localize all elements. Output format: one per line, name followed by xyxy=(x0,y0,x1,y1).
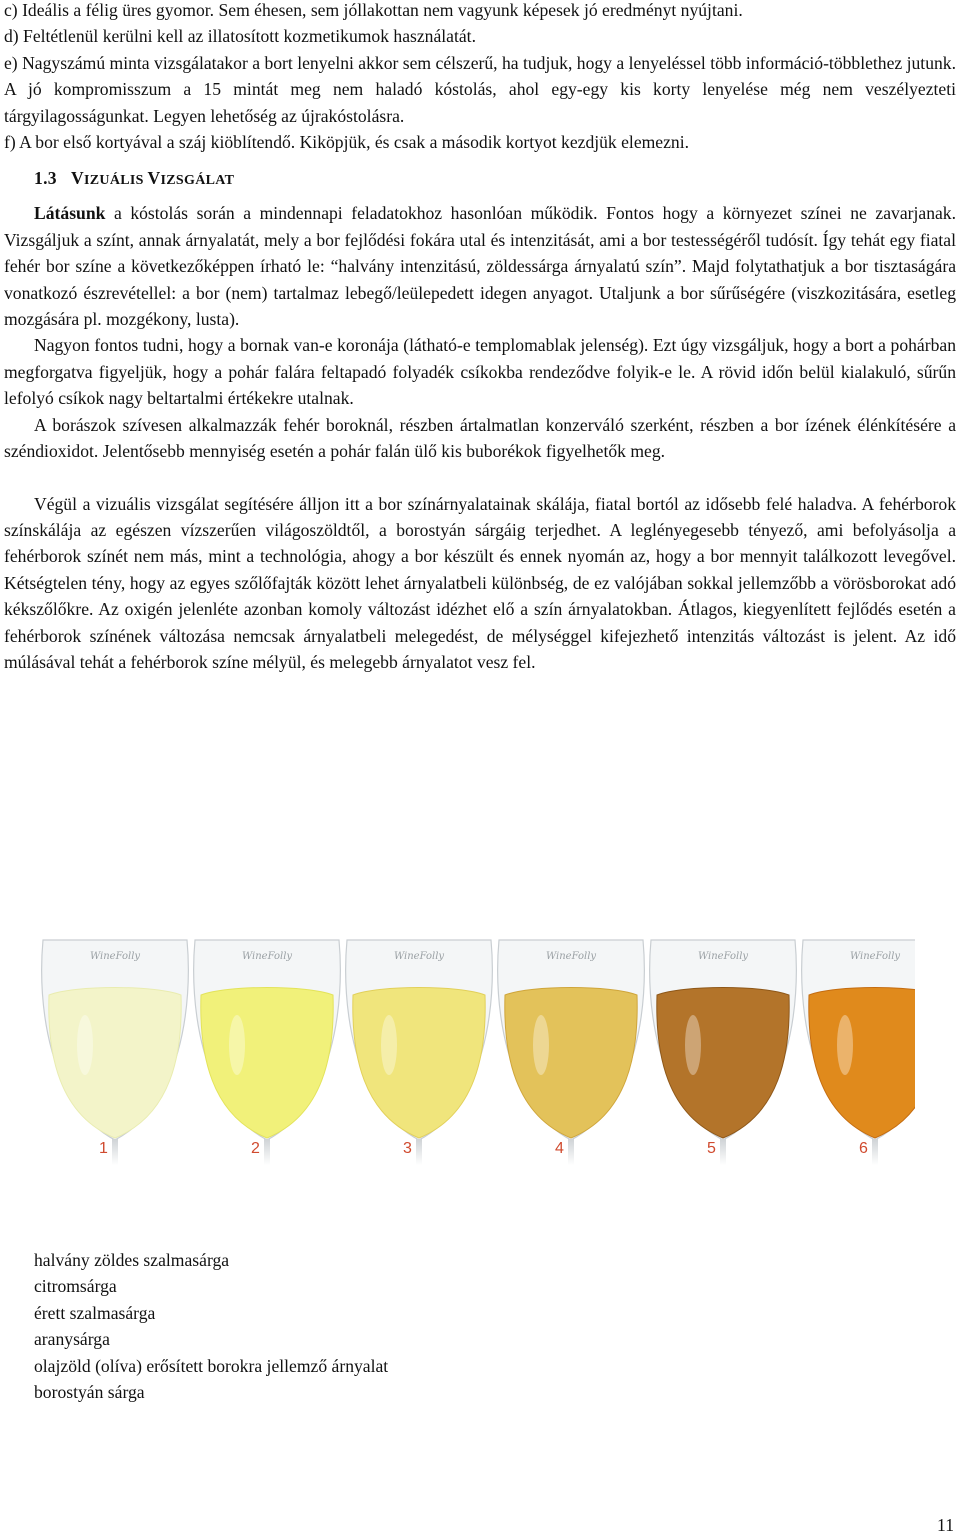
wine-glass-5 xyxy=(650,940,797,1165)
page-number: 11 xyxy=(937,1515,954,1535)
glass-highlight xyxy=(381,1015,397,1075)
wine-liquid xyxy=(657,988,789,1139)
paragraph-f: f) A bor első kortyával a száj kiöblítendő. Kiköpjük, és csak a második kortyot kezdjük elemezni. xyxy=(4,132,690,153)
list-item: érett szalmasárga xyxy=(34,1302,156,1323)
winefolly-logo: WineFolly xyxy=(89,951,141,962)
wine-liquid xyxy=(505,988,637,1139)
glass-stem xyxy=(416,1139,422,1165)
glass-stem xyxy=(264,1139,270,1165)
glass-stem xyxy=(112,1139,118,1165)
wine-glass-2 xyxy=(194,940,341,1165)
list-item: aranysárga xyxy=(34,1329,110,1350)
winefolly-logo: WineFolly xyxy=(849,951,901,962)
paragraph-d: d) Feltétlenül kerülni kell az illatosított kozmetikumok használatát. xyxy=(4,26,476,47)
winefolly-logo: WineFolly xyxy=(393,951,445,962)
wine-glass-4 xyxy=(498,940,645,1165)
glass-highlight xyxy=(533,1015,549,1075)
lead-word: Látásunk xyxy=(34,203,106,224)
wine-glass-6 xyxy=(802,940,915,1165)
paragraph-vision-text: a kóstolás során a mindennapi feladatokhoz hasonlóan működik. Fontos hogy a környezet színei ne zavarjanak. Vizsgáljuk a színt, annak árnyalatát, mely a bor fejlődési fokára utal és intenzitását, ami a bor testességéről tudósít. Így tehát egy fiatal fehér bor színe a következőképpen írható le: “halvány intenzitású, zöldessárga árnyalatú szín”. Majd folytathatjuk a bor tisztaságára vonatkozó észrevétellel: a bor (nem) tartalmaz lebegő/leülepedett idegen anyagot. Utaljunk a bor sűrűségére (viszkozitására, esetleg mozgására pl. mozgékony, lusta). xyxy=(4,203,956,330)
wine-color-figure xyxy=(40,935,915,1165)
section-title-initial: V xyxy=(71,168,85,189)
paragraph-vision xyxy=(4,200,956,332)
glass-number: 4 xyxy=(555,1140,564,1157)
paragraph-e: e) Nagyszámú minta vizsgálatakor a bort lenyelni akkor sem célszerű, ha tudjuk, hogy a lenyeléssel több információ-többlethez jutunk. A jó kompromisszum a 15 mintát meg nem haladó kóstolás, ahol egy-egy kis korty lenyelése még nem veszélyezteti tárgyilagosságunkat. Legyen lehetőség az újrakóstolásra. xyxy=(4,52,956,126)
wine-liquid xyxy=(49,988,181,1139)
glass-stem xyxy=(720,1139,726,1165)
glass-highlight xyxy=(229,1015,245,1075)
wine-glass-1 xyxy=(42,940,189,1165)
list-item: borostyán sárga xyxy=(34,1382,145,1403)
glass-number: 3 xyxy=(403,1140,412,1157)
paragraph-co2: A borászok szívesen alkalmazzák fehér boroknál, részben ártalmatlan konzerváló szerként, részben a bor ízének élénkítésére a széndioxidot. Jelentősebb mennyiség esetén a pohár falán ülő kis buborékok figyelhetők meg. xyxy=(4,414,956,462)
wine-liquid xyxy=(201,988,333,1139)
section-number: 1.3 xyxy=(34,168,57,189)
section-heading xyxy=(34,165,956,194)
winefolly-logo: WineFolly xyxy=(545,951,597,962)
wine-liquid xyxy=(353,988,485,1139)
glass-highlight xyxy=(77,1015,93,1075)
glass-highlight xyxy=(837,1015,853,1075)
glass-number: 5 xyxy=(707,1140,716,1157)
section-title-initial2: V xyxy=(147,168,161,189)
paragraph-crown: Nagyon fontos tudni, hogy a bornak van-e koronája (látható-e templomablak jelenség). Ezt úgy vizsgáljuk, hogy a bort a pohárban megforgatva figyeljük, hogy a pohár falára feltapadó folyadék csíkokba rendeződve folyik-e le. A rövid időn belül kialakuló, sűrűn lefolyó csíkok nagy beltartalmi értékekre utalnak. xyxy=(4,335,956,409)
wine-liquid xyxy=(809,988,915,1139)
glass-stem xyxy=(872,1139,878,1165)
list-item: citromsárga xyxy=(34,1276,117,1297)
paragraph-c: c) Ideális a félig üres gyomor. Sem éhesen, sem jóllakottan nem vagyunk képesek jó eredményt nyújtani. xyxy=(4,0,743,20)
section-title-part2: IZSGÁLAT xyxy=(160,173,235,189)
list-item: halvány zöldes szalmasárga xyxy=(34,1250,230,1270)
paragraph-color-scale: Végül a vizuális vizsgálat segítésére álljon itt a bor színárnyalatainak skálája, fiatal bortól az idősebb felé haladva. A fehérborok színskálája az egészen vízszerűen világoszöldtől, a borostyán sárgáig terjedhet. A leglényegesebb tényező, ami befolyásolja a fehérborok színét nem más, mint a technológia, ahogy a bor készült és ennek nyomán az, hogy a bor mennyit találkozott levegővel. Kétségtelen tény, hogy az egyes szőlőfajták között lehet árnyalatbeli különbség, de ez valójában sokkal jellemzőbb a vörösborokat adó kékszőlőkre. Az oxigén jelenléte azonban komoly változást idézhet elő a szín árnyalatokban. Átlagos, kiegyenlített fejlődés esetén a fehérborok színének változása nemcsak árnyalatbeli melegedést, de mélységgel kifejezhető intenzitás változást is jelent. Az idő múlásával tehát a fehérborok színe mélyül, és melegebb árnyalatot vesz fel. xyxy=(4,493,956,672)
glass-stem xyxy=(568,1139,574,1165)
winefolly-logo: WineFolly xyxy=(697,951,749,962)
winefolly-logo: WineFolly xyxy=(241,951,293,962)
wine-glass-3 xyxy=(346,940,493,1165)
glass-number: 6 xyxy=(859,1140,868,1157)
section-title-part1: IZUÁLIS xyxy=(84,173,148,189)
glass-highlight xyxy=(685,1015,701,1075)
glass-number: 2 xyxy=(251,1140,260,1157)
document-page xyxy=(4,0,956,675)
glass-number: 1 xyxy=(99,1140,108,1157)
color-list xyxy=(34,1247,388,1405)
list-item: olajzöld (olíva) erősített borokra jellemző árnyalat xyxy=(34,1355,389,1376)
